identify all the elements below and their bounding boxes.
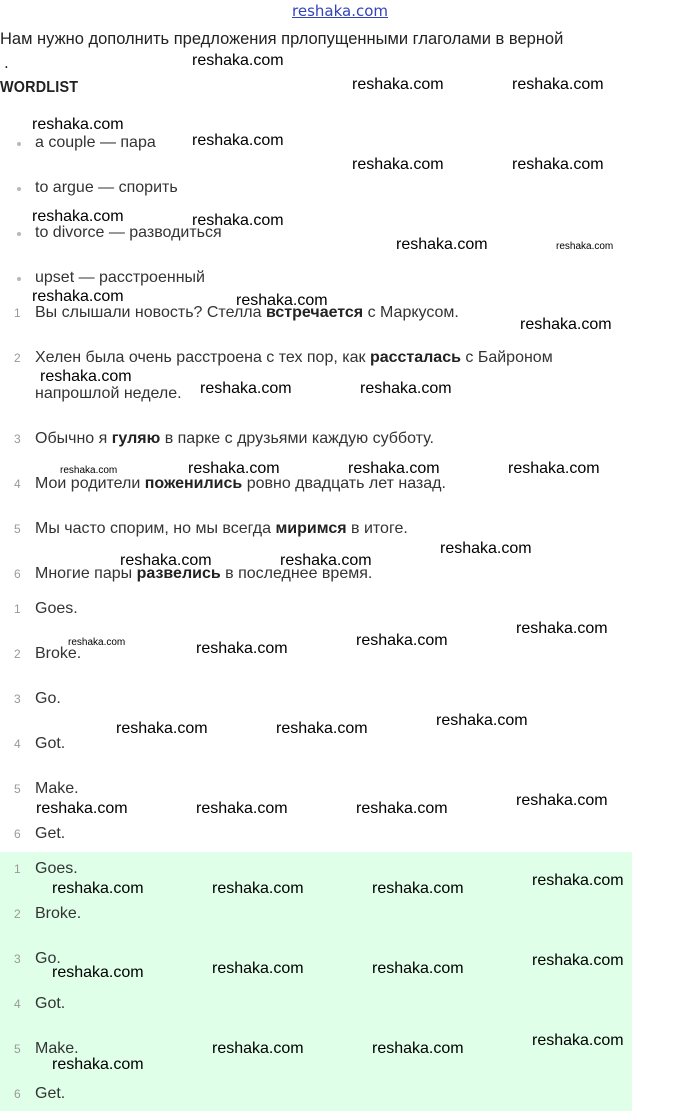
watermark: reshaka.com <box>52 880 144 897</box>
watermark: reshaka.com <box>352 156 444 173</box>
watermark: reshaka.com <box>512 76 604 93</box>
answer-number: 4 <box>14 997 21 1011</box>
watermark: reshaka.com <box>556 241 614 252</box>
sentence-text: Мои родители поженились ровно двадцать лет назад. <box>35 475 446 492</box>
watermark: reshaka.com <box>532 952 624 969</box>
watermark: reshaka.com <box>440 540 532 557</box>
bullet-icon <box>17 187 21 191</box>
watermark: reshaka.com <box>196 640 288 657</box>
answer-number: 1 <box>14 602 21 616</box>
answer-number: 4 <box>14 737 21 751</box>
sentence-number: 4 <box>14 477 21 491</box>
watermark: reshaka.com <box>356 632 448 649</box>
answer-number: 6 <box>14 1087 21 1101</box>
answer-text: Go. <box>35 950 61 967</box>
watermark: reshaka.com <box>120 552 212 569</box>
sentence-text: Мы часто спорим, но мы всегда миримся в итоге. <box>35 520 408 537</box>
watermark: reshaka.com <box>212 960 304 977</box>
answer-text: Got. <box>35 735 66 752</box>
watermark: reshaka.com <box>200 380 292 397</box>
watermark: reshaka.com <box>512 156 604 173</box>
sentence-text: Обычно я гуляю в парке с друзьями каждую субботу. <box>35 430 434 447</box>
sentence-text: напрошлой неделе. <box>35 385 182 402</box>
sentence-verb: встречается <box>265 304 364 321</box>
site-link[interactable]: reshaka.com <box>292 2 388 20</box>
answer-text: Make. <box>35 1040 79 1057</box>
answer-text: Get. <box>35 825 66 842</box>
bullet-icon <box>17 277 21 281</box>
wordlist-item-text: to divorce — разводиться <box>35 224 222 241</box>
answer-number: 2 <box>14 907 21 921</box>
watermark: reshaka.com <box>236 292 328 309</box>
answer-number: 3 <box>14 692 21 706</box>
sentence-number: 2 <box>14 351 21 365</box>
watermark: reshaka.com <box>532 872 624 889</box>
sentence-number: 1 <box>14 306 21 320</box>
watermark: reshaka.com <box>348 460 440 477</box>
bullet-icon <box>17 232 21 236</box>
answer-text: Broke. <box>35 645 82 662</box>
watermark: reshaka.com <box>352 76 444 93</box>
watermark: reshaka.com <box>36 800 128 817</box>
watermark: reshaka.com <box>360 380 452 397</box>
sentence-number: 5 <box>14 522 21 536</box>
watermark: reshaka.com <box>212 1040 304 1057</box>
answer-number: 2 <box>14 647 21 661</box>
intro-text: Нам нужно дополнить предложения прлопущенными глаголами в верной <box>0 30 564 48</box>
watermark: reshaka.com <box>52 1056 144 1073</box>
sentence-text: Вы слышали новость? Стелла встречается с Маркусом. <box>35 304 459 321</box>
answer-text: Make. <box>35 780 79 797</box>
sentence-verb: рассталась <box>369 349 461 366</box>
intro-continuation: . <box>4 54 9 72</box>
answer-number: 1 <box>14 862 21 876</box>
answer-number: 6 <box>14 827 21 841</box>
watermark: reshaka.com <box>372 1040 464 1057</box>
watermark: reshaka.com <box>212 880 304 897</box>
watermark: reshaka.com <box>372 960 464 977</box>
sentence-verb: миримся <box>275 520 347 537</box>
watermark: reshaka.com <box>280 552 372 569</box>
watermark: reshaka.com <box>32 288 124 305</box>
answer-text: Broke. <box>35 905 82 922</box>
answer-text: Go. <box>35 690 61 707</box>
wordlist-item-text: to argue — спорить <box>35 179 178 196</box>
watermark: reshaka.com <box>196 800 288 817</box>
watermark: reshaka.com <box>508 460 600 477</box>
sentence-text: Многие пары развелись в последнее время. <box>35 565 373 582</box>
sentence-number: 3 <box>14 432 21 446</box>
watermark: reshaka.com <box>192 52 284 69</box>
watermark: reshaka.com <box>520 316 612 333</box>
watermark: reshaka.com <box>516 620 608 637</box>
watermark: reshaka.com <box>32 208 124 225</box>
watermark: reshaka.com <box>356 800 448 817</box>
watermark: reshaka.com <box>192 132 284 149</box>
watermark: reshaka.com <box>68 637 126 648</box>
wordlist-title: WORDLIST <box>0 79 79 96</box>
answer-text: Got. <box>35 995 66 1012</box>
sentence-text: Хелен была очень расстроена с тех пор, как рассталась с Байроном <box>35 349 553 366</box>
watermark: reshaka.com <box>40 368 132 385</box>
answer-number: 3 <box>14 952 21 966</box>
watermark: reshaka.com <box>372 880 464 897</box>
wordlist-item-text: a couple — пара <box>35 134 156 151</box>
sentence-number: 6 <box>14 567 21 581</box>
sentence-verb: развелись <box>136 565 221 582</box>
watermark: reshaka.com <box>396 236 488 253</box>
answer-number: 5 <box>14 782 21 796</box>
watermark: reshaka.com <box>192 212 284 229</box>
watermark: reshaka.com <box>436 712 528 729</box>
sentence-verb: гуляю <box>111 430 161 447</box>
watermark: reshaka.com <box>188 460 280 477</box>
answer-number: 5 <box>14 1042 21 1056</box>
watermark: reshaka.com <box>60 465 118 476</box>
wordlist-item-text: upset — расстроенный <box>35 269 205 286</box>
sentence-verb: поженились <box>144 475 243 492</box>
watermark: reshaka.com <box>52 964 144 981</box>
bullet-icon <box>17 142 21 146</box>
answer-text: Goes. <box>35 600 78 617</box>
answer-text: Goes. <box>35 860 78 877</box>
watermark: reshaka.com <box>116 720 208 737</box>
watermark: reshaka.com <box>516 792 608 809</box>
watermark: reshaka.com <box>276 720 368 737</box>
watermark: reshaka.com <box>32 116 124 133</box>
watermark: reshaka.com <box>532 1032 624 1049</box>
answer-text: Get. <box>35 1085 66 1102</box>
